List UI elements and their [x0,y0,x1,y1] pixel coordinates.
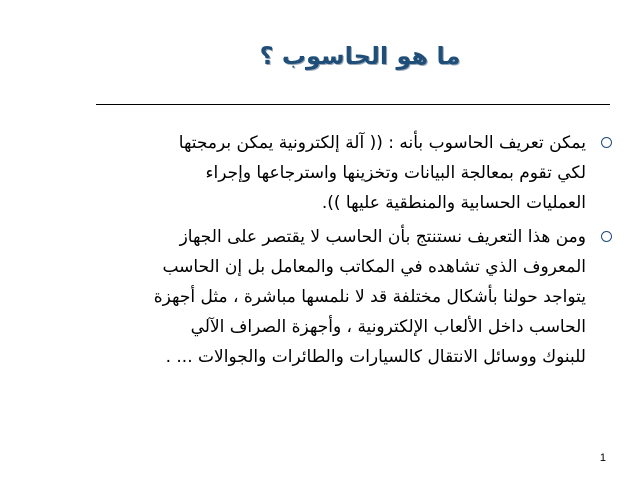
bullet-line: للبنوك ووسائل الانتقال كالسيارات والطائرات والجوالات ... . [165,347,586,367]
hollow-circle-icon [601,137,612,148]
bullet-item-conclusion [72,222,614,372]
hollow-circle-icon [601,231,612,242]
bullet-line: يمكن تعريف الحاسوب بأنه : (( آلة إلكترونية يمكن برمجتها [178,133,586,153]
bullet-line: المعروف الذي تشاهده في المكاتب والمعامل بل إن الحاسب [162,257,586,277]
page-number: 1 [599,452,606,464]
bullet-list [72,128,614,372]
bullet-line: يتواجد حولنا بأشكال مختلفة قد لا نلمسها مباشرة ، مثل أجهزة [153,287,586,307]
bullet-line: العمليات الحسابية والمنطقية عليها )). [321,193,586,213]
bullet-line: لكي تقوم بمعالجة البيانات وتخزينها واسترجاعها وإجراء [205,163,586,183]
title-divider [96,104,610,105]
slide-title: ما هو الحاسوب ؟ [259,42,461,70]
bullet-line: الحاسب داخل الألعاب الإلكترونية ، وأجهزة الصراف الآلي [190,317,586,337]
bullet-line: ومن هذا التعريف نستنتج بأن الحاسب لا يقتصر على الجهاز [179,227,586,247]
bullet-item-definition [72,128,614,218]
